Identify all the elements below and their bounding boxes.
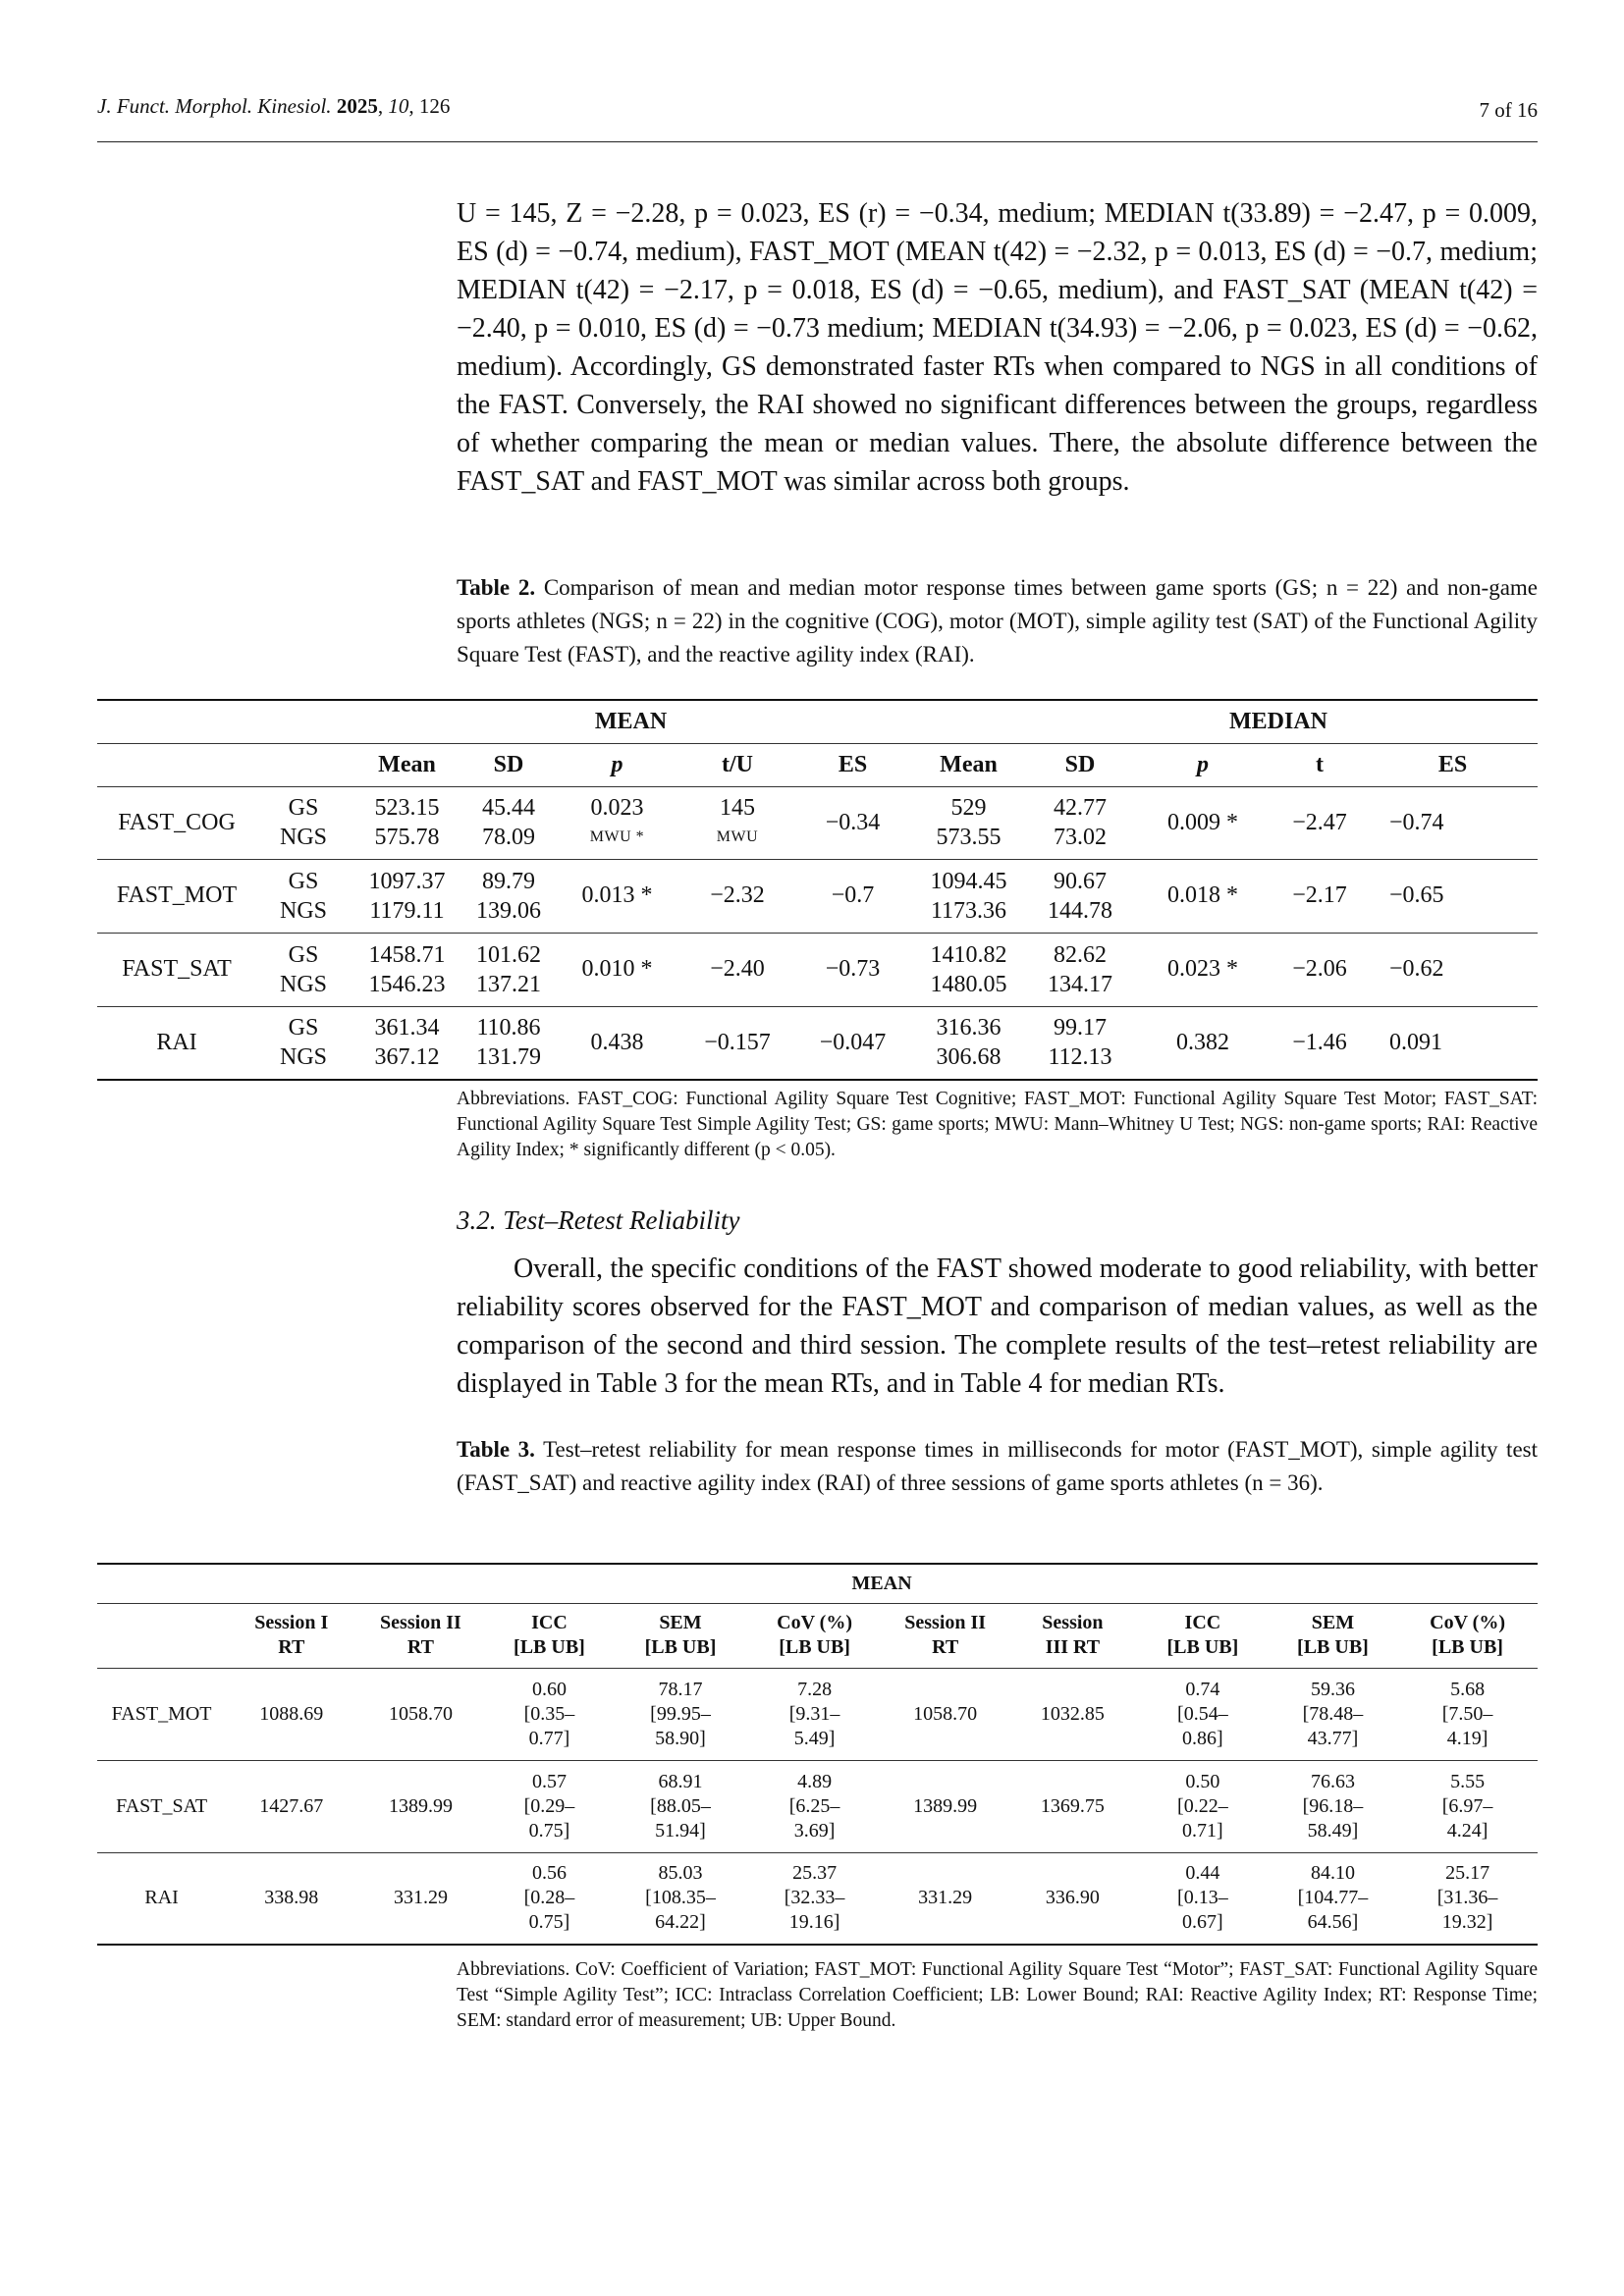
cell: 338.98 <box>226 1852 356 1945</box>
cell: 306.68 <box>936 1044 1001 1071</box>
cell: 59.36 [78.48– 43.77] <box>1302 1678 1364 1749</box>
table3-col-header: SEM [LB UB] <box>614 1603 746 1668</box>
table3-col-header: Session I RT <box>226 1603 356 1668</box>
row-label: FAST_MOT <box>111 1702 212 1725</box>
cell: 0.60 [0.35– 0.77] <box>523 1678 575 1749</box>
cell: 25.37 [32.33– 19.16] <box>747 1852 883 1945</box>
cell: 1369.75 <box>1008 1760 1137 1852</box>
cell: −0.34 <box>825 809 881 835</box>
table3-col-header: Session III RT <box>1008 1603 1137 1668</box>
row-label: RAI <box>97 1852 226 1945</box>
table3-label: Table 3. <box>457 1437 535 1462</box>
table3-abbreviations: Abbreviations. CoV: Coefficient of Variation; FAST_MOT: Functional Agility Square Test “Motor”; FAST_SAT: Functional Agility Square Test “Simple Agility Test”; ICC: Intraclass Correlation Coefficient; LB: Lower Bound; RAI: Reactive Agility Index; RT: Response Time; SEM: standard error of measurement; UB: Upper Bound. <box>457 1959 1538 2031</box>
intro-paragraph: U = 145, Z = −2.28, p = 0.023, ES (r) = −0.34, medium; MEDIAN t(33.89) = −2.47, p = 0.009, ES (d) = −0.74, medium), FAST_MOT (MEAN t(42) = −2.32, p = 0.013, ES (d) = −0.7, medium; MEDIAN t(42) = −2.17, p = 0.018, ES (d) = −0.65, medium), and FAST_SAT (MEAN t(42) = −2.40, p = 0.010, ES (d) = −0.73 medium; MEDIAN t(34.93) = −2.06, p = 0.023, ES (d) = −0.62, medium). Accordingly, GS demonstrated faster RTs when compared to NGS in all conditions of the FAST. Conversely, the RAI showed no significant differences between the groups, regardless of whether comparing the mean or median values. There, the absolute difference between the FAST_SAT and FAST_MOT was similar across both groups. <box>457 198 1538 497</box>
journal-citation: J. Funct. Morphol. Kinesiol. 2025, 10, 126 <box>97 94 451 118</box>
group-gs: GS <box>288 795 319 821</box>
table3-col-header: ICC [LB UB] <box>485 1603 615 1668</box>
cell: 1058.70 <box>388 1702 453 1725</box>
section-paragraph: Overall, the specific conditions of the FAST showed moderate to good reliability, with better reliability scores observed for the FAST_MOT and comparison of median values, as well as the comparison of the second and third session. The complete results of the test–retest reliability are displayed in Table 3 for the mean RTs, and in Table 4 for median RTs. <box>457 1254 1538 1399</box>
cell: −1.46 <box>1272 1006 1368 1080</box>
row-label: RAI <box>97 1006 256 1080</box>
cell: 134.17 <box>1048 971 1112 997</box>
table3-col-header: Session II RT <box>356 1603 484 1668</box>
cell: 0.50 [0.22– 0.71] <box>1137 1760 1269 1852</box>
cell: 78.17 [99.95– 58.90] <box>650 1678 711 1749</box>
cell: 0.091 <box>1368 1006 1538 1080</box>
table3-caption-text: Test–retest reliability for mean response times in milliseconds for motor (FAST_MOT), simple agility test (FAST_SAT) and reactive agility index (RAI) of three sessions of game sports athletes (n = 36). <box>457 1437 1538 1495</box>
cell: 1389.99 <box>356 1760 484 1852</box>
cell: 1058.70 <box>913 1702 978 1725</box>
cell: −2.32 <box>680 859 794 933</box>
cell: 99.17 <box>1054 1015 1107 1041</box>
page-header <box>97 94 1538 142</box>
cell: 131.79 <box>476 1044 541 1071</box>
table3-col-header: SEM [LB UB] <box>1269 1603 1397 1668</box>
cell: 1088.69 <box>259 1702 324 1725</box>
cell: 1389.99 <box>883 1760 1008 1852</box>
cell: −2.47 <box>1292 809 1347 835</box>
cell: 0.56 [0.28– 0.75] <box>485 1852 615 1945</box>
cell: 78.09 <box>482 825 535 850</box>
cell: 90.67 <box>1054 868 1107 894</box>
cell: 529 <box>950 795 987 821</box>
cell: 112.13 <box>1048 1044 1112 1071</box>
table-row <box>97 933 1538 1006</box>
cell: −2.17 <box>1272 859 1368 933</box>
cell: 1179.11 <box>369 897 445 924</box>
cell: 45.44 <box>482 795 535 821</box>
table-2 <box>97 699 1538 1081</box>
cell: 0.018 * <box>1134 859 1272 933</box>
cell: −0.62 <box>1368 933 1538 1006</box>
cell: −0.157 <box>680 1006 794 1080</box>
cell: 1427.67 <box>226 1760 356 1852</box>
table3-caption <box>457 1433 1538 1500</box>
cell: −0.73 <box>794 933 911 1006</box>
table3-col-header: ICC [LB UB] <box>1137 1603 1269 1668</box>
cell: 0.013 * <box>554 859 680 933</box>
cell: 367.12 <box>374 1044 440 1071</box>
cell: 523.15 <box>374 795 440 821</box>
group-ngs: NGS <box>279 825 327 850</box>
cell: 0.009 * <box>1167 809 1238 835</box>
cell: 0.023 <box>590 795 644 821</box>
cell: 1173.36 <box>930 897 1007 924</box>
section-heading: 3.2. Test–Retest Reliability <box>457 1205 740 1235</box>
journal-year: 2025 <box>336 94 378 118</box>
cell: −0.74 <box>1389 809 1444 835</box>
cell: 0.023 * <box>1134 933 1272 1006</box>
table2-col-header: p <box>1134 743 1272 786</box>
table2-col-header: SD <box>463 743 554 786</box>
cell: 68.91 [88.05– 51.94] <box>614 1760 746 1852</box>
group-gs: GS <box>288 868 319 894</box>
row-label: FAST_COG <box>118 809 236 835</box>
cell: 0.382 <box>1134 1006 1272 1080</box>
cell: 73.02 <box>1054 825 1107 850</box>
cell: 110.86 <box>476 1015 541 1041</box>
table-row <box>97 1006 1538 1080</box>
table2-col-header: t <box>1272 743 1368 786</box>
cell: 84.10 [104.77– 64.56] <box>1269 1852 1397 1945</box>
row-label: FAST_MOT <box>97 859 256 933</box>
cell: 5.55 [6.97– 4.24] <box>1397 1760 1538 1852</box>
cell: 316.36 <box>936 1015 1001 1041</box>
cell: −2.06 <box>1272 933 1368 1006</box>
group-gs: GS <box>288 1015 319 1041</box>
journal-volume: 10 <box>388 94 409 118</box>
group-ngs: NGS <box>279 971 327 997</box>
table2-group-median: MEDIAN <box>911 700 1538 743</box>
cell: 0.010 * <box>554 933 680 1006</box>
table2-col-header: p <box>554 743 680 786</box>
cell: −2.40 <box>680 933 794 1006</box>
table2-label: Table 2. <box>457 575 536 600</box>
table-row <box>97 859 1538 933</box>
row-label: FAST_SAT <box>97 933 256 1006</box>
table-row <box>97 1760 1538 1852</box>
table3-group-mean: MEAN <box>226 1564 1538 1603</box>
cell: 1458.71 <box>368 941 446 968</box>
table-3 <box>97 1563 1538 1946</box>
cell: 4.89 [6.25– 3.69] <box>747 1760 883 1852</box>
cell: 331.29 <box>883 1852 1008 1945</box>
journal-article: 126 <box>418 94 451 118</box>
group-ngs: NGS <box>279 897 327 924</box>
cell-note: MWU * <box>589 828 645 845</box>
page-number: 7 of 16 <box>1479 98 1538 122</box>
table2-col-header: Mean <box>911 743 1026 786</box>
cell: 0.438 <box>554 1006 680 1080</box>
cell: 336.90 <box>1008 1852 1137 1945</box>
table3-col-header: CoV (%) [LB UB] <box>747 1603 883 1668</box>
cell: 101.62 <box>476 941 541 968</box>
row-label: FAST_SAT <box>97 1760 226 1852</box>
table2-caption <box>457 571 1538 671</box>
table-row <box>97 786 1538 859</box>
table3-col-header: CoV (%) [LB UB] <box>1397 1603 1538 1668</box>
cell: 575.78 <box>374 825 440 850</box>
cell: 76.63 [96.18– 58.49] <box>1269 1760 1397 1852</box>
table-row <box>97 1852 1538 1945</box>
table2-col-header: t/U <box>680 743 794 786</box>
table2-caption-text: Comparison of mean and median motor response times between game sports (GS; n = 22) and non-game sports athletes (NGS; n = 22) in the cognitive (COG), motor (MOT), simple agility test (SAT) of the Functional Agility Square Test (FAST), and the reactive agility index (RAI). <box>457 575 1538 667</box>
cell: 1480.05 <box>930 971 1007 997</box>
table2-col-header: ES <box>794 743 911 786</box>
table2-col-header: Mean <box>351 743 463 786</box>
cell: 0.57 [0.29– 0.75] <box>485 1760 615 1852</box>
cell: −0.7 <box>794 859 911 933</box>
table2-col-header: ES <box>1368 743 1538 786</box>
cell: 0.44 [0.13– 0.67] <box>1137 1852 1269 1945</box>
cell: 25.17 [31.36– 19.32] <box>1397 1852 1538 1945</box>
journal-name: J. Funct. Morphol. Kinesiol. <box>97 94 332 118</box>
cell: −0.65 <box>1368 859 1538 933</box>
table-row <box>97 1668 1538 1760</box>
cell: 145 <box>720 795 755 821</box>
cell: 1546.23 <box>368 971 446 997</box>
table2-group-mean: MEAN <box>351 700 911 743</box>
cell: 7.28 [9.31– 5.49] <box>788 1678 840 1749</box>
cell: 361.34 <box>374 1015 440 1041</box>
cell-note: MWU <box>716 828 759 845</box>
cell: −0.047 <box>794 1006 911 1080</box>
group-gs: GS <box>288 941 319 968</box>
table3-col-header: Session II RT <box>883 1603 1008 1668</box>
cell: 139.06 <box>476 897 541 924</box>
cell: 82.62 <box>1054 941 1107 968</box>
cell: 0.74 [0.54– 0.86] <box>1177 1678 1228 1749</box>
cell: 573.55 <box>936 825 1001 850</box>
table2-abbreviations: Abbreviations. FAST_COG: Functional Agility Square Test Cognitive; FAST_MOT: Functional Agility Square Test Motor; FAST_SAT: Functional Agility Square Test Simple Agility Test; GS: game sports; MWU: Mann–Whitney U Test; NGS: non-game sports; RAI: Reactive Agility Index; * significantly different (p < 0.05). <box>457 1089 1538 1160</box>
cell: 5.68 [7.50– 4.19] <box>1441 1678 1493 1749</box>
cell: 1410.82 <box>930 941 1007 968</box>
cell: 331.29 <box>356 1852 484 1945</box>
table2-col-header: SD <box>1026 743 1134 786</box>
cell: 42.77 <box>1054 795 1107 821</box>
cell: 1097.37 <box>368 868 446 894</box>
group-ngs: NGS <box>279 1044 327 1071</box>
cell: 137.21 <box>476 971 541 997</box>
cell: 144.78 <box>1048 897 1112 924</box>
cell: 89.79 <box>482 868 535 894</box>
cell: 1094.45 <box>930 868 1007 894</box>
cell: 1032.85 <box>1040 1702 1105 1725</box>
cell: 85.03 [108.35– 64.22] <box>614 1852 746 1945</box>
